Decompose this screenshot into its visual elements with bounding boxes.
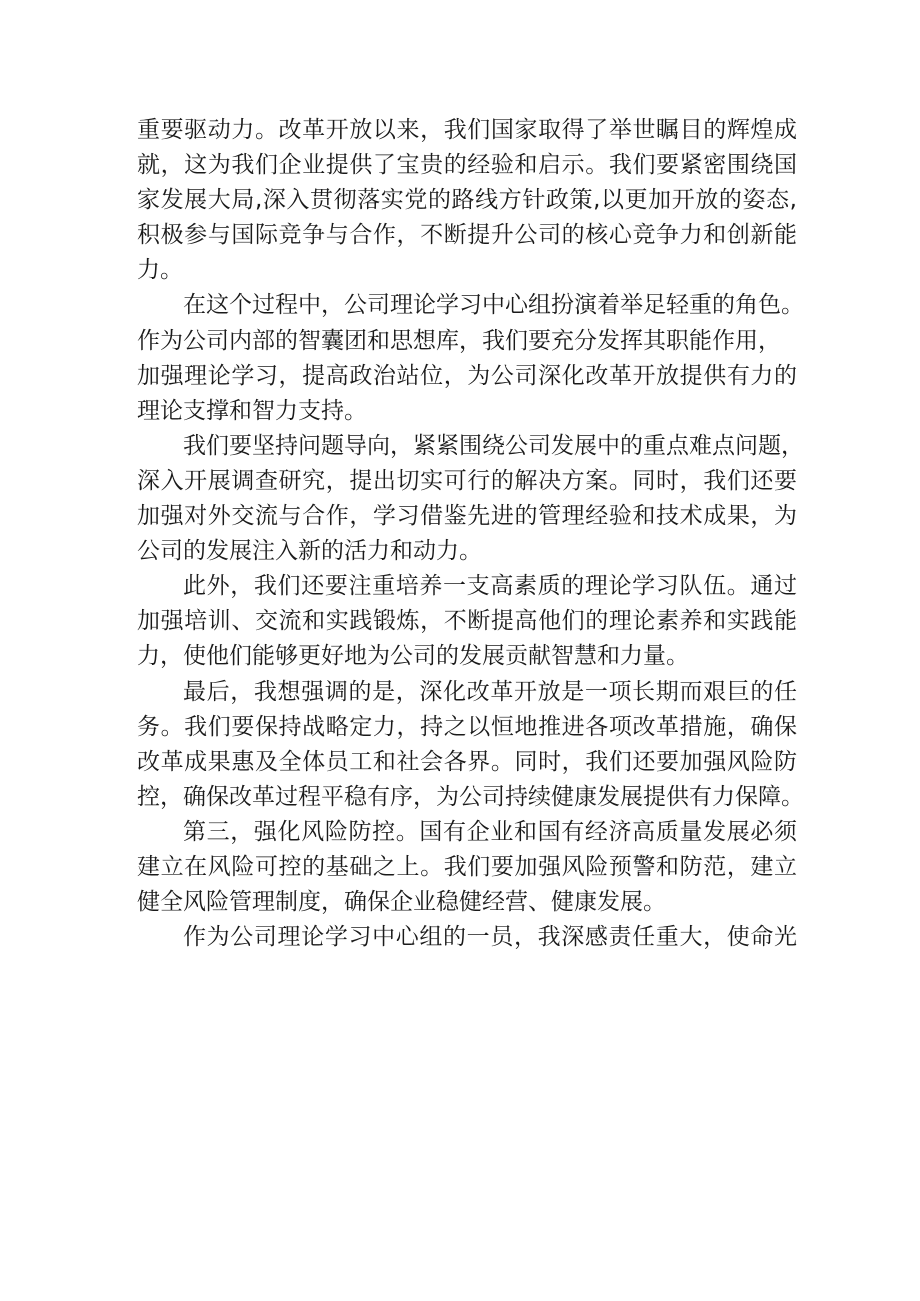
- text-line: 此外，我们还要注重培养一支高素质的理论学习队伍。通过: [183, 573, 797, 600]
- text-line: 力，使他们能够更好地为公司的发展贡献智慧和力量。: [137, 643, 689, 670]
- text-line: 加强理论学习，提高政治站位，为公司深化改革开放提供有力的: [137, 362, 797, 389]
- text-line: 改革成果惠及全体员工和社会各界。同时，我们还要加强风险防: [137, 748, 797, 775]
- text-line: 最后，我想强调的是，深化改革开放是一项长期而艰巨的任: [183, 678, 797, 705]
- text-line: 重要驱动力。改革开放以来，我们国家取得了举世瞩目的辉煌成: [137, 117, 797, 143]
- text-line: 我们要坚持问题导向，紧紧围绕公司发展中的重点难点问题，: [183, 432, 804, 459]
- text-line: 就，这为我们企业提供了宝贵的经验和启示。我们要紧密围绕国: [137, 152, 797, 179]
- text-line: 加强对外交流与合作，学习借鉴先进的管理经验和技术成果，为: [137, 503, 797, 530]
- text-line: 公司的发展注入新的活力和动力。: [137, 538, 482, 565]
- document-body: [137, 113, 804, 955]
- text-line: 深入开展调查研究，提出切实可行的解决方案。同时，我们还要: [137, 467, 797, 494]
- text-line: 作为公司理论学习中心组的一员，我深感责任重大，使命光: [183, 924, 797, 951]
- text-line: 积极参与国际竞争与合作，不断提升公司的核心竞争力和创新能: [137, 222, 797, 249]
- text-line: 在这个过程中，公司理论学习中心组扮演着举足轻重的角色。: [183, 292, 804, 319]
- text-line: 加强培训、交流和实践锻炼，不断提高他们的理论素养和实践能: [137, 608, 797, 635]
- text-line: 作为公司内部的智囊团和思想库，我们要充分发挥其职能作用，: [137, 327, 781, 354]
- text-line: 第三，强化风险防控。国有企业和国有经济高质量发展必须: [183, 818, 797, 845]
- text-line: 力。: [137, 257, 183, 284]
- text-line: 健全风险管理制度，确保企业稳健经营、健康发展。: [137, 889, 666, 916]
- text-line: 理论支撑和智力支持。: [137, 397, 367, 424]
- text-line: 建立在风险可控的基础之上。我们要加强风险预警和防范，建立: [137, 853, 797, 880]
- text-line: 务。我们要保持战略定力，持之以恒地推进各项改革措施，确保: [137, 713, 797, 740]
- text-line: 控，确保改革过程平稳有序，为公司持续健康发展提供有力保障。: [137, 783, 804, 810]
- text-line: 家发展大局,深入贯彻落实党的路线方针政策,以更加开放的姿态,: [137, 187, 797, 214]
